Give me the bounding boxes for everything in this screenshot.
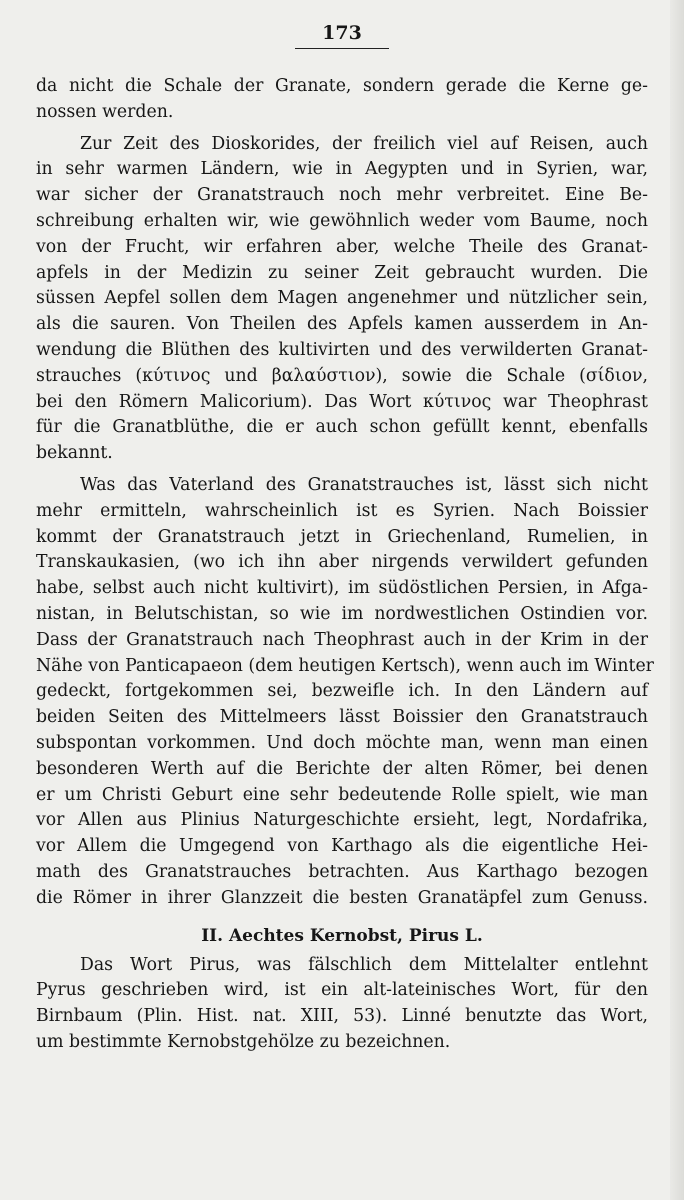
- text-line: Dass der Granatstrauch nach Theophrast auch in der Krim in der: [36, 629, 648, 650]
- text-line: die Römer in ihrer Glanzzeit die besten Granatäpfel zum Genuss.: [36, 887, 648, 908]
- text-line: Das Wort Pirus, was fälschlich dem Mittelalter entlehnt: [80, 954, 648, 975]
- text-line: Nähe von Panticapaeon (dem heutigen Kertsch), wenn auch im Winter: [36, 655, 654, 676]
- text-line: wendung die Blüthen des kultivirten und des verwilderten Granat-: [36, 339, 648, 360]
- text-line: Birnbaum (Plin. Hist. nat. XIII, 53). Linné benutzte das Wort,: [36, 1006, 648, 1027]
- text-line: er um Christi Geburt eine sehr bedeutende Rolle spielt, wie man: [36, 784, 648, 805]
- text-line: habe, selbst auch nicht kultivirt), im südöstlichen Persien, in Afga-: [36, 578, 648, 599]
- text-line: beiden Seiten des Mittelmeers lässt Boissier den Granatstrauch: [36, 707, 648, 728]
- text-line: nistan, in Belutschistan, so wie im nordwestlichen Ostindien vor.: [36, 603, 648, 624]
- text-line: math des Granatstrauches betrachten. Aus Karthago bezogen: [36, 861, 648, 882]
- page-edge-shadow: [670, 0, 684, 1200]
- text-line: nossen werden.: [36, 101, 174, 122]
- text-line: Pyrus geschrieben wird, ist ein alt-lateinisches Wort, für den: [36, 980, 648, 1001]
- text-line: bei den Römern Malicorium). Das Wort κύτινος war Theophrast: [36, 391, 648, 412]
- text-line: von der Frucht, wir erfahren aber, welche Theile des Granat-: [36, 236, 648, 257]
- text-line: besonderen Werth auf die Berichte der alten Römer, bei denen: [36, 758, 648, 779]
- paragraph: [36, 473, 654, 912]
- text-line: vor Allen aus Plinius Naturgeschichte ersieht, legt, Nordafrika,: [36, 810, 648, 831]
- text-line: süssen Aepfel sollen dem Magen angenehmer und nützlicher sein,: [36, 288, 648, 309]
- text-line: subspontan vorkommen. Und doch möchte man, wenn man einen: [36, 732, 648, 753]
- text-line: Zur Zeit des Dioskorides, der freilich viel auf Reisen, auch: [80, 133, 648, 154]
- paragraph: [36, 953, 648, 1056]
- text-line: war sicher der Granatstrauch noch mehr verbreitet. Eine Be-: [36, 185, 648, 206]
- page-header: [0, 22, 684, 49]
- text-line: apfels in der Medizin zu seiner Zeit gebraucht wurden. Die: [36, 262, 648, 283]
- text-line: kommt der Granatstrauch jetzt in Griechenland, Rumelien, in: [36, 526, 648, 547]
- text-line: um bestimmte Kernobstgehölze zu bezeichnen.: [36, 1031, 451, 1052]
- text-line: mehr ermitteln, wahrscheinlich ist es Syrien. Nach Boissier: [36, 500, 648, 521]
- text-line: Transkaukasien, (wo ich ihn aber nirgends verwildert gefunden: [36, 552, 648, 573]
- text-line: strauches (κύτινος und βαλαύστιον), sowie die Schale (σίδιον,: [36, 365, 648, 386]
- text-line: in sehr warmen Ländern, wie in Aegypten und in Syrien, war,: [36, 159, 648, 180]
- text-line: als die sauren. Von Theilen des Apfels kamen ausserdem in An-: [36, 314, 648, 335]
- page-number: 173: [295, 22, 389, 49]
- body-text: [36, 74, 654, 1056]
- text-line: Was das Vaterland des Granatstrauches ist, lässt sich nicht: [80, 474, 648, 495]
- section-heading: II. Aechtes Kernobst, Pirus L.: [201, 925, 483, 946]
- text-line: gedeckt, fortgekommen sei, bezweifle ich. In den Ländern auf: [36, 681, 648, 702]
- text-line: bekannt.: [36, 443, 113, 464]
- text-line: da nicht die Schale der Granate, sondern gerade die Kerne ge-: [36, 76, 648, 96]
- text-line: schreibung erhalten wir, wie gewöhnlich weder vom Baume, noch: [36, 210, 648, 231]
- paragraph: [36, 74, 648, 126]
- paragraph: [36, 132, 648, 467]
- text-line: vor Allem die Umgegend von Karthago als die eigentliche Hei-: [36, 836, 648, 857]
- text-line: für die Granatblüthe, die er auch schon gefüllt kennt, ebenfalls: [36, 417, 648, 438]
